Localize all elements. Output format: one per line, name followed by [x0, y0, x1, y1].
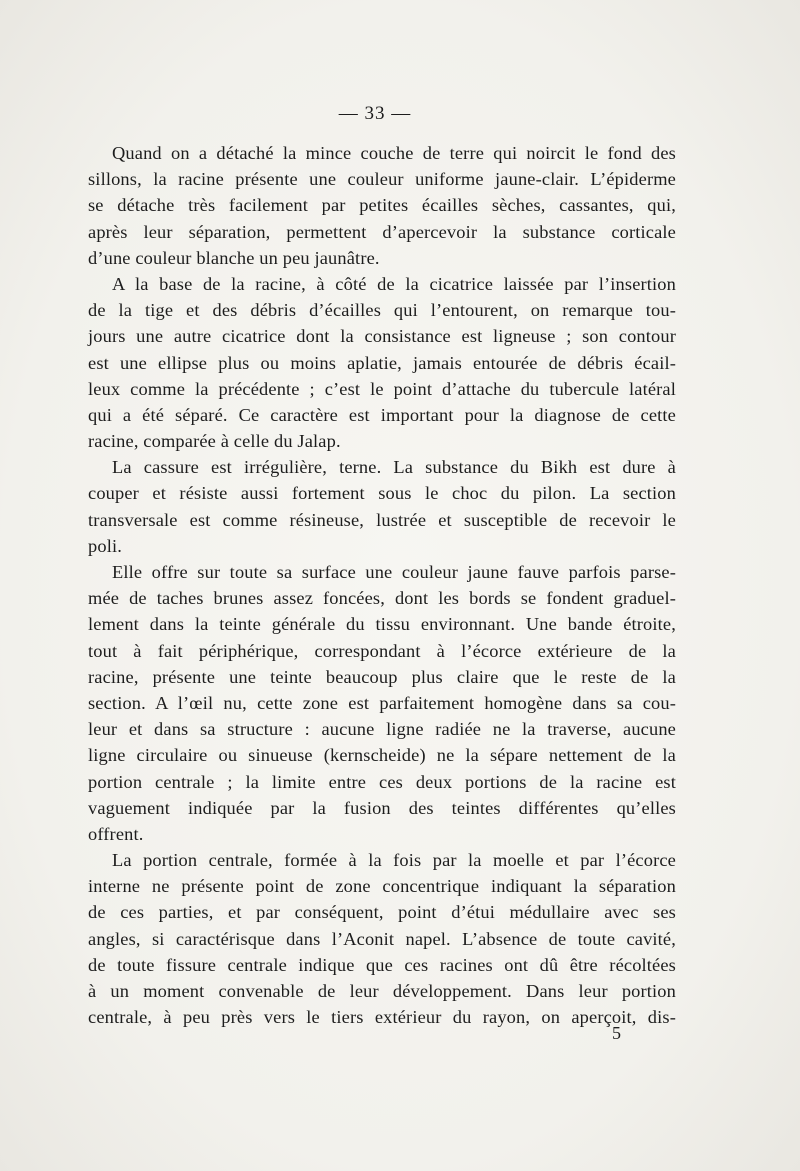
- text-line: racine, comparée à celle du Jalap.: [88, 431, 341, 452]
- text-line: centrale, à peu près vers le tiers extérieur du rayon, on aperçoit, dis-: [88, 1007, 676, 1028]
- text-line: mée de taches brunes assez foncées, dont les bords se fondent graduel-: [88, 588, 676, 609]
- paragraph: [88, 140, 676, 271]
- text-line: leur et dans sa structure : aucune ligne radiée ne la traverse, aucune: [88, 719, 676, 740]
- text-line: qui a été séparé. Ce caractère est important pour la diagnose de cette: [88, 404, 676, 425]
- paragraph: [88, 454, 676, 559]
- text-line: portion centrale ; la limite entre ces deux portions de la racine est: [88, 771, 676, 792]
- text-line: tout à fait périphérique, correspondant à l’écorce extérieure de la: [88, 640, 676, 661]
- text-line: sillons, la racine présente une couleur uniforme jaune-clair. L’épiderme: [88, 169, 676, 190]
- text-line: lement dans la teinte générale du tissu environnant. Une bande étroite,: [88, 614, 676, 635]
- text-line: ligne circulaire ou sinueuse (kernscheide) ne la sépare nettement de la: [88, 745, 676, 766]
- text-line: jours une autre cicatrice dont la consistance est ligneuse ; son contour: [88, 326, 676, 347]
- signature-mark: 5: [612, 1023, 621, 1043]
- paragraph: [88, 847, 676, 1030]
- text-line: à un moment convenable de leur développement. Dans leur portion: [88, 981, 676, 1001]
- text-line: vaguement indiquée par la fusion des teintes différentes qu’elles: [88, 797, 676, 818]
- text-line: La cassure est irrégulière, terne. La substance du Bikh est dure à: [112, 457, 676, 478]
- text-line: racine, présente une teinte beaucoup plus claire que le reste de la: [88, 666, 676, 687]
- text-line: est une ellipse plus ou moins aplatie, jamais entourée de débris écail-: [88, 352, 676, 373]
- body-text: [88, 140, 676, 1030]
- text-line: de toute fissure centrale indique que ces racines ont dû être récoltées: [88, 954, 676, 975]
- text-line: poli.: [88, 535, 122, 556]
- text-line: La portion centrale, formée à la fois par la moelle et par l’écorce: [112, 850, 676, 871]
- text-line: offrent.: [88, 823, 144, 844]
- text-line: angles, si caractérisque dans l’Aconit napel. L’absence de toute cavité,: [88, 928, 676, 949]
- page-number: — 33 —: [338, 103, 412, 124]
- text-line: section. A l’œil nu, cette zone est parfaitement homogène dans sa cou-: [88, 692, 676, 713]
- paragraph: [88, 271, 676, 454]
- text-line: couper et résiste aussi fortement sous le choc du pilon. La section: [88, 483, 676, 504]
- text-line: leux comme la précédente ; c’est le point d’attache du tubercule latéral: [88, 378, 676, 399]
- paragraph: [88, 559, 676, 847]
- text-line: de ces parties, et par conséquent, point d’étui médullaire avec ses: [88, 902, 676, 923]
- text-line: après leur séparation, permettent d’apercevoir la substance corticale: [88, 221, 676, 242]
- text-line: Elle offre sur toute sa surface une couleur jaune fauve parfois parse-: [112, 562, 676, 582]
- text-line: de la tige et des débris d’écailles qui l’entourent, on remarque tou-: [88, 300, 676, 321]
- text-line: interne ne présente point de zone concentrique indiquant la séparation: [88, 876, 676, 897]
- text-line: Quand on a détaché la mince couche de terre qui noircit le fond des: [112, 143, 676, 163]
- text-line: A la base de la racine, à côté de la cicatrice laissée par l’insertion: [112, 273, 676, 294]
- text-line: se détache très facilement par petites écailles sèches, cassantes, qui,: [88, 195, 676, 216]
- text-line: d’une couleur blanche un peu jaunâtre.: [88, 247, 380, 268]
- text-line: transversale est comme résineuse, lustrée et susceptible de recevoir le: [88, 509, 676, 530]
